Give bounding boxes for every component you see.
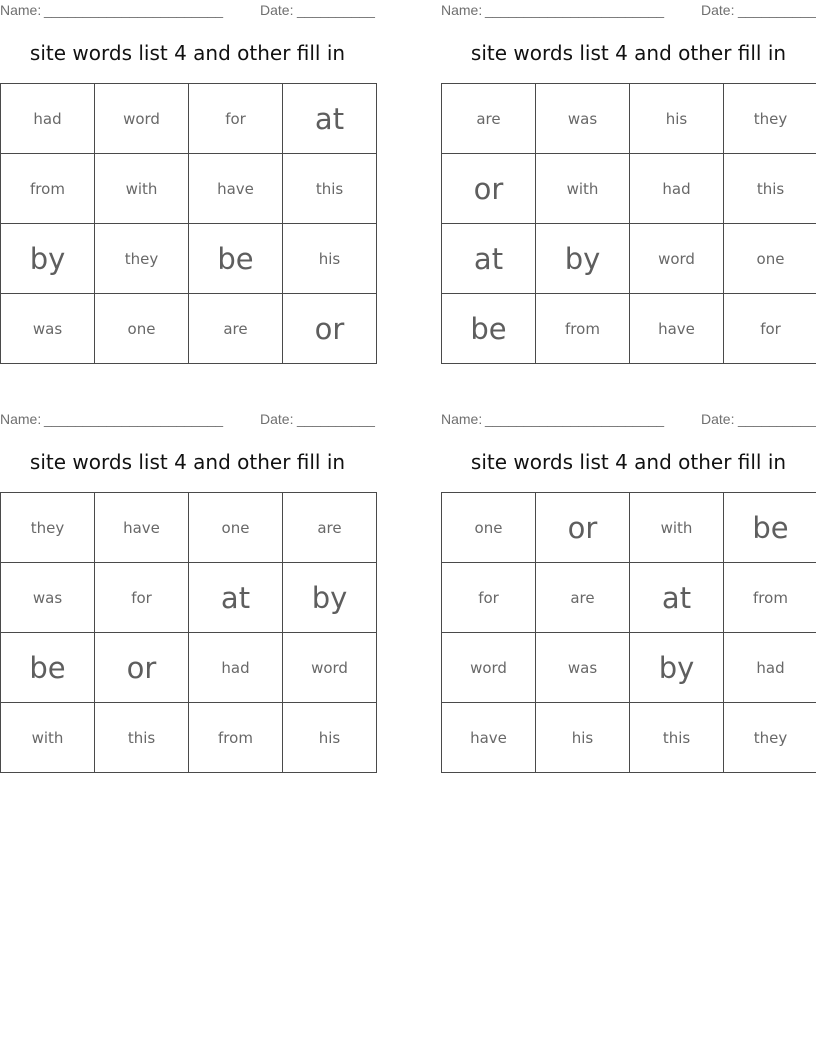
- word-cell[interactable]: be: [1, 633, 95, 703]
- word-cell[interactable]: one: [442, 493, 536, 563]
- word-grid: [0, 83, 377, 364]
- word-cell[interactable]: this: [724, 154, 816, 224]
- date-label: Date:: [260, 2, 294, 18]
- grid-row: [442, 563, 816, 633]
- word-cell[interactable]: this: [630, 703, 724, 773]
- word-cell[interactable]: at: [189, 563, 283, 633]
- date-field[interactable]: __________: [297, 411, 375, 427]
- card-header: [441, 2, 816, 20]
- card-header: [0, 411, 375, 429]
- word-cell[interactable]: from: [1, 154, 95, 224]
- grid-row: [442, 224, 816, 294]
- word-cell[interactable]: had: [1, 84, 95, 154]
- word-cell[interactable]: was: [1, 294, 95, 364]
- word-cell[interactable]: or: [95, 633, 189, 703]
- date-label: Date:: [260, 411, 294, 427]
- word-cell[interactable]: be: [189, 224, 283, 294]
- grid-row: [1, 294, 377, 364]
- name-label: Name:: [441, 411, 483, 427]
- word-cell[interactable]: or: [536, 493, 630, 563]
- word-cell[interactable]: from: [536, 294, 630, 364]
- word-cell[interactable]: was: [536, 84, 630, 154]
- word-cell[interactable]: be: [442, 294, 536, 364]
- grid-row: [442, 493, 816, 563]
- word-cell[interactable]: this: [95, 703, 189, 773]
- bingo-card: [441, 0, 816, 364]
- bingo-card: [0, 0, 375, 364]
- name-field[interactable]: _______________________: [44, 2, 224, 18]
- grid-row: [442, 154, 816, 224]
- card-header: [441, 411, 816, 429]
- word-cell[interactable]: they: [95, 224, 189, 294]
- word-cell[interactable]: this: [283, 154, 377, 224]
- date-label: Date:: [701, 2, 735, 18]
- word-cell[interactable]: by: [630, 633, 724, 703]
- grid-row: [1, 633, 377, 703]
- word-cell[interactable]: with: [1, 703, 95, 773]
- word-cell[interactable]: for: [189, 84, 283, 154]
- word-cell[interactable]: or: [283, 294, 377, 364]
- name-field[interactable]: _______________________: [485, 411, 665, 427]
- word-cell[interactable]: for: [442, 563, 536, 633]
- word-cell[interactable]: be: [724, 493, 816, 563]
- word-cell[interactable]: word: [442, 633, 536, 703]
- word-cell[interactable]: by: [536, 224, 630, 294]
- grid-row: [1, 493, 377, 563]
- word-grid: [441, 492, 816, 773]
- word-cell[interactable]: had: [724, 633, 816, 703]
- name-label: Name:: [0, 2, 42, 18]
- word-cell[interactable]: had: [630, 154, 724, 224]
- word-cell[interactable]: are: [442, 84, 536, 154]
- word-grid: [0, 492, 377, 773]
- word-cell[interactable]: one: [724, 224, 816, 294]
- name-field[interactable]: _______________________: [485, 2, 665, 18]
- date-field[interactable]: __________: [738, 2, 816, 18]
- word-cell[interactable]: are: [536, 563, 630, 633]
- word-cell[interactable]: had: [189, 633, 283, 703]
- grid-row: [442, 633, 816, 703]
- word-cell[interactable]: from: [724, 563, 816, 633]
- word-cell[interactable]: one: [95, 294, 189, 364]
- word-cell[interactable]: are: [283, 493, 377, 563]
- word-cell[interactable]: for: [724, 294, 816, 364]
- word-cell[interactable]: was: [1, 563, 95, 633]
- grid-row: [1, 154, 377, 224]
- word-cell[interactable]: from: [189, 703, 283, 773]
- word-cell[interactable]: word: [630, 224, 724, 294]
- word-cell[interactable]: was: [536, 633, 630, 703]
- grid-row: [1, 703, 377, 773]
- word-cell[interactable]: with: [95, 154, 189, 224]
- word-cell[interactable]: by: [1, 224, 95, 294]
- word-cell[interactable]: or: [442, 154, 536, 224]
- grid-row: [1, 224, 377, 294]
- date-field[interactable]: __________: [738, 411, 816, 427]
- grid-row: [1, 563, 377, 633]
- word-cell[interactable]: his: [536, 703, 630, 773]
- word-cell[interactable]: at: [283, 84, 377, 154]
- word-cell[interactable]: his: [630, 84, 724, 154]
- word-cell[interactable]: are: [189, 294, 283, 364]
- card-title: site words list 4 and other fill in: [470, 450, 787, 474]
- date-label: Date:: [701, 411, 735, 427]
- word-cell[interactable]: they: [1, 493, 95, 563]
- word-cell[interactable]: word: [95, 84, 189, 154]
- word-cell[interactable]: they: [724, 703, 816, 773]
- word-cell[interactable]: have: [630, 294, 724, 364]
- word-grid: [441, 83, 816, 364]
- word-cell[interactable]: they: [724, 84, 816, 154]
- word-cell[interactable]: his: [283, 703, 377, 773]
- bingo-card: [0, 409, 375, 773]
- word-cell[interactable]: have: [189, 154, 283, 224]
- word-cell[interactable]: word: [283, 633, 377, 703]
- grid-row: [1, 84, 377, 154]
- word-cell[interactable]: have: [442, 703, 536, 773]
- date-field[interactable]: __________: [297, 2, 375, 18]
- card-title: site words list 4 and other fill in: [470, 41, 787, 65]
- card-header: [0, 2, 375, 20]
- grid-row: [442, 84, 816, 154]
- name-label: Name:: [0, 411, 42, 427]
- name-label: Name:: [441, 2, 483, 18]
- word-cell[interactable]: with: [630, 493, 724, 563]
- word-cell[interactable]: one: [189, 493, 283, 563]
- word-cell[interactable]: by: [283, 563, 377, 633]
- grid-row: [442, 703, 816, 773]
- word-cell[interactable]: have: [95, 493, 189, 563]
- word-cell[interactable]: at: [630, 563, 724, 633]
- word-cell[interactable]: for: [95, 563, 189, 633]
- grid-row: [442, 294, 816, 364]
- word-cell[interactable]: with: [536, 154, 630, 224]
- card-title: site words list 4 and other fill in: [29, 41, 346, 65]
- bingo-card: [441, 409, 816, 773]
- card-title: site words list 4 and other fill in: [29, 450, 346, 474]
- word-cell[interactable]: his: [283, 224, 377, 294]
- word-cell[interactable]: at: [442, 224, 536, 294]
- name-field[interactable]: _______________________: [44, 411, 224, 427]
